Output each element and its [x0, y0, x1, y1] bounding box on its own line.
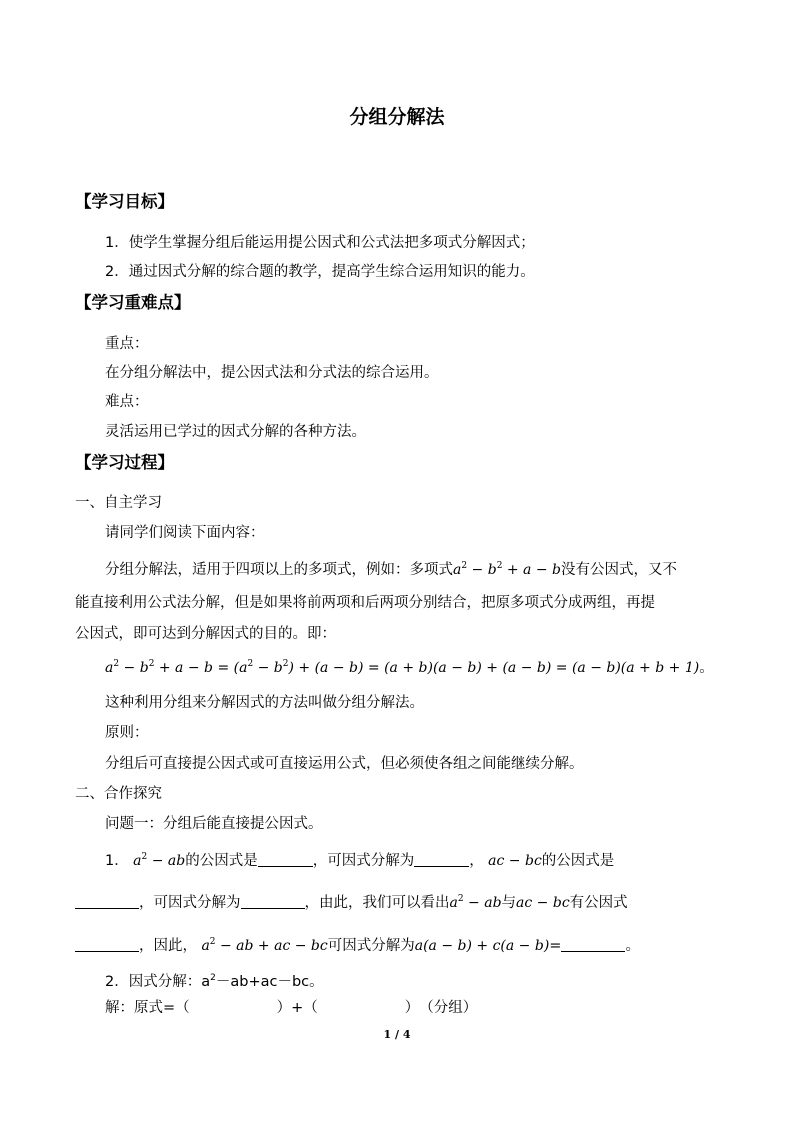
formula-a2-ab: $a^2$ − ab [449, 894, 502, 911]
answer-blank[interactable] [258, 852, 313, 867]
text-run: －ab+ac－bc。 [215, 974, 324, 990]
paragraph-line-3: 公因式，即可达到分解因式的目的。即： [75, 626, 336, 642]
principle-text: 分组后可直接提公因式或可直接运用公式，但必须使各组之间能继续分解。 [105, 756, 584, 772]
key-label: 重点： [105, 336, 149, 352]
factorization-equation [105, 654, 714, 678]
equation-formula: $a^2 - b^2 + a - b = (a^2 - b^2) + (a - b) = (a + b)(a - b) + (a - b) = (a - b)(a + b + 1)$ [105, 659, 700, 676]
text-run: ，因此， [139, 938, 197, 954]
section-heading-process: 【学习过程】 [75, 453, 174, 472]
text-run: 的公因式是 [185, 853, 258, 869]
paragraph-line-2: 能直接利用公式法分解，但是如果将前两项和后两项分别结合，把原多项式分成两组，再提 [75, 595, 655, 611]
exercise-line-2 [75, 889, 628, 913]
answer-blank[interactable] [414, 852, 469, 867]
question-one: 问题一：分组后能直接提公因式。 [105, 816, 323, 832]
difficulty-text: 灵活运用已学过的因式分解的各种方法。 [105, 424, 366, 440]
text-run: 分组分解法，适用于四项以上的多项式，例如：多项式 [105, 562, 453, 578]
equation-end: 。 [699, 660, 714, 676]
text-run: 与 [501, 895, 517, 911]
formula-grouped: a(a − b) + c(a − b) [414, 938, 550, 954]
definition-text: 这种利用分组来分解因式的方法叫做分组分解法。 [105, 695, 424, 711]
goal-item-2: 2．通过因式分解的综合题的教学，提高学生综合运用知识的能力。 [105, 264, 535, 280]
text-run: 没有公因式，又不 [561, 562, 677, 578]
answer-blank[interactable] [75, 937, 139, 952]
text-run: ， [469, 853, 484, 869]
goal-item-1: 1．使学生掌握分组后能运用提公因式和公式法把多项式分解因式； [105, 235, 535, 251]
exercise-line-1 [105, 847, 614, 871]
key-text: 在分组分解法中，提公因式法和分式法的综合运用。 [105, 365, 439, 381]
text-run: 2．因式分解：a [105, 974, 211, 990]
text-run: 可因式分解为 [327, 938, 415, 954]
text-run: 的公因式是 [541, 853, 615, 869]
superscript: 2 [210, 973, 216, 983]
formula-ac-bc: ac − bc [483, 853, 542, 869]
solution-line: 解：原式=（ ）+（ ） （分组） [105, 1000, 478, 1016]
answer-blank[interactable] [241, 894, 305, 909]
exercise-line-3 [75, 932, 640, 956]
text-run: ，可因式分解为 [312, 853, 415, 869]
text-run: ，可因式分解为 [139, 895, 241, 911]
text-run: ，由此，我们可以看出 [304, 895, 450, 911]
answer-blank[interactable] [75, 894, 139, 909]
part1-intro: 请同学们阅读下面内容： [105, 525, 265, 541]
item-number: 1． [105, 853, 129, 869]
part1-heading: 一、自主学习 [75, 495, 162, 511]
text-run: 。 [625, 938, 640, 954]
text-run: 有公因式 [569, 895, 628, 911]
difficulty-label: 难点： [105, 394, 149, 410]
text-run: = [549, 938, 562, 954]
formula-ac-bc: ac − bc [516, 895, 570, 911]
principle-label: 原则： [105, 725, 149, 741]
formula-a2-ab: $a^2$ − ab [128, 852, 186, 869]
paragraph-line-1 [105, 556, 677, 580]
page-number: 1 / 4 [383, 1028, 411, 1041]
part2-heading: 二、合作探究 [75, 786, 162, 802]
page-title: 分组分解法 [349, 106, 445, 128]
formula-expression: $a^2$ − ab + ac − bc [197, 937, 328, 954]
section-heading-keypoints: 【学习重难点】 [75, 293, 191, 312]
answer-blank[interactable] [561, 937, 625, 952]
polynomial-formula: $a^2 - b^2 + a - b$ [453, 561, 561, 578]
section-heading-goals: 【学习目标】 [75, 192, 174, 211]
exercise-item-2 [105, 968, 324, 992]
